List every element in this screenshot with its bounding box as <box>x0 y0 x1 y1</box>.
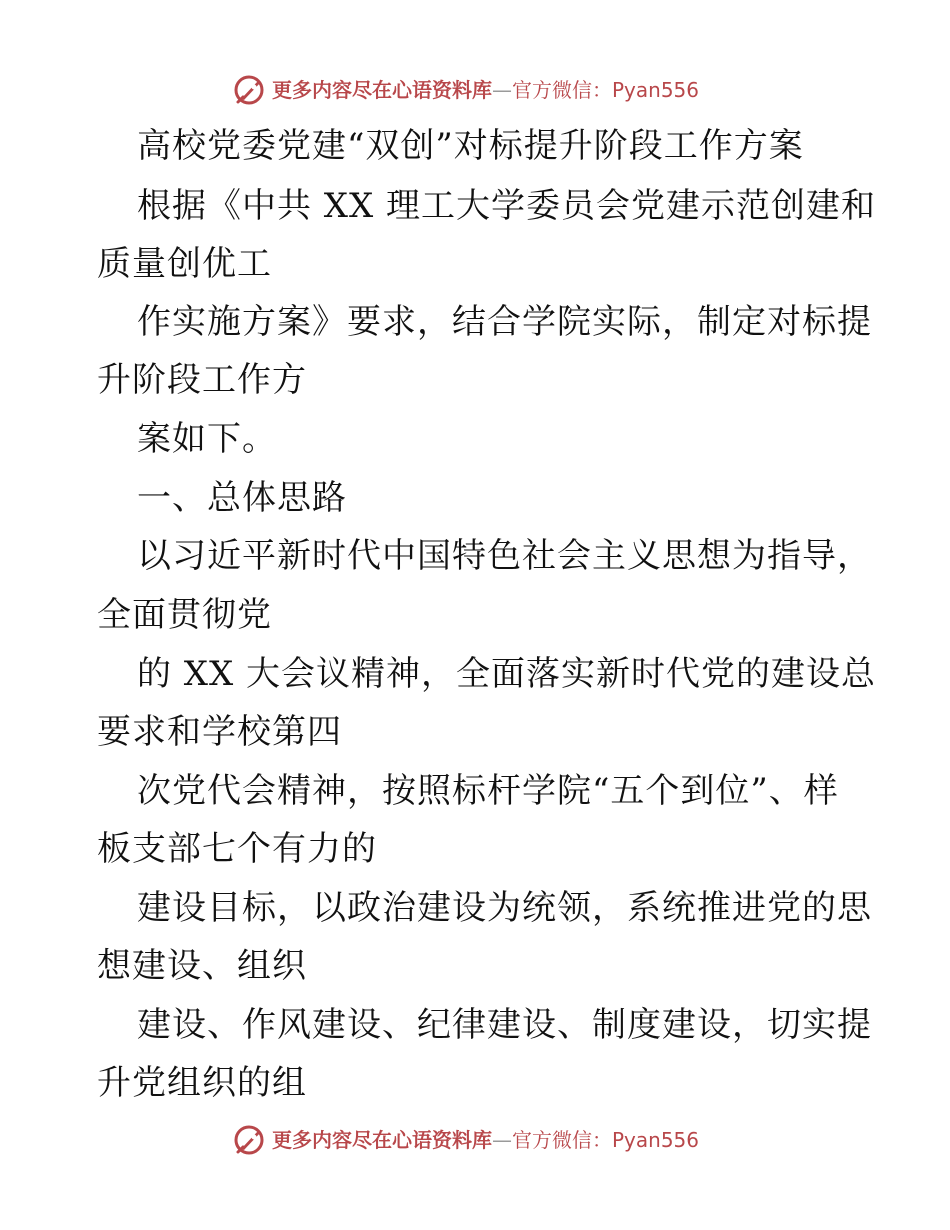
footer-separator: — <box>492 1128 512 1152</box>
paragraph-line: 升阶段工作方 <box>97 360 307 400</box>
document-title: 高校党委党建“双创”对标提升阶段工作方案 <box>137 126 804 166</box>
footer-banner-text <box>272 1126 699 1154</box>
paragraph-line: 建设、作风建设、纪律建设、制度建设，切实提 <box>137 1005 872 1045</box>
paragraph-line: 要求和学校第四 <box>97 712 342 752</box>
header-separator: — <box>492 78 512 102</box>
paragraph-line: 全面贯彻党 <box>97 595 272 635</box>
footer-banner <box>0 1120 950 1160</box>
paragraph-line: 质量创优工 <box>97 244 272 284</box>
paragraph-line: 板支部七个有力的 <box>97 829 377 869</box>
paragraph-line: 案如下。 <box>137 419 277 459</box>
footer-wechat-text: 官方微信：Pyan556 <box>512 1128 700 1152</box>
paragraph-line: 次党代会精神，按照标杆学院“五个到位”、样 <box>137 771 839 811</box>
section-heading: 一、总体思路 <box>137 478 347 518</box>
header-brand-text: 更多内容尽在心语资料库 <box>272 78 492 102</box>
footer-brand-text: 更多内容尽在心语资料库 <box>272 1128 492 1152</box>
paragraph-line: 作实施方案》要求，结合学院实际，制定对标提 <box>137 302 872 342</box>
paragraph-line: 升党组织的组 <box>97 1063 307 1103</box>
paragraph-line: 根据《中共 XX 理工大学委员会党建示范创建和 <box>137 186 877 226</box>
header-banner-text <box>272 76 699 104</box>
quill-logo-icon <box>232 73 266 107</box>
header-wechat-text: 官方微信：Pyan556 <box>512 78 700 102</box>
paragraph-line: 想建设、组织 <box>97 946 307 986</box>
paragraph-line: 建设目标，以政治建设为统领，系统推进党的思 <box>137 888 872 928</box>
header-banner <box>0 70 950 110</box>
paragraph-line: 的 XX 大会议精神，全面落实新时代党的建设总 <box>137 654 877 694</box>
paragraph-line: 以习近平新时代中国特色社会主义思想为指导， <box>137 536 872 576</box>
quill-logo-icon <box>232 1123 266 1157</box>
